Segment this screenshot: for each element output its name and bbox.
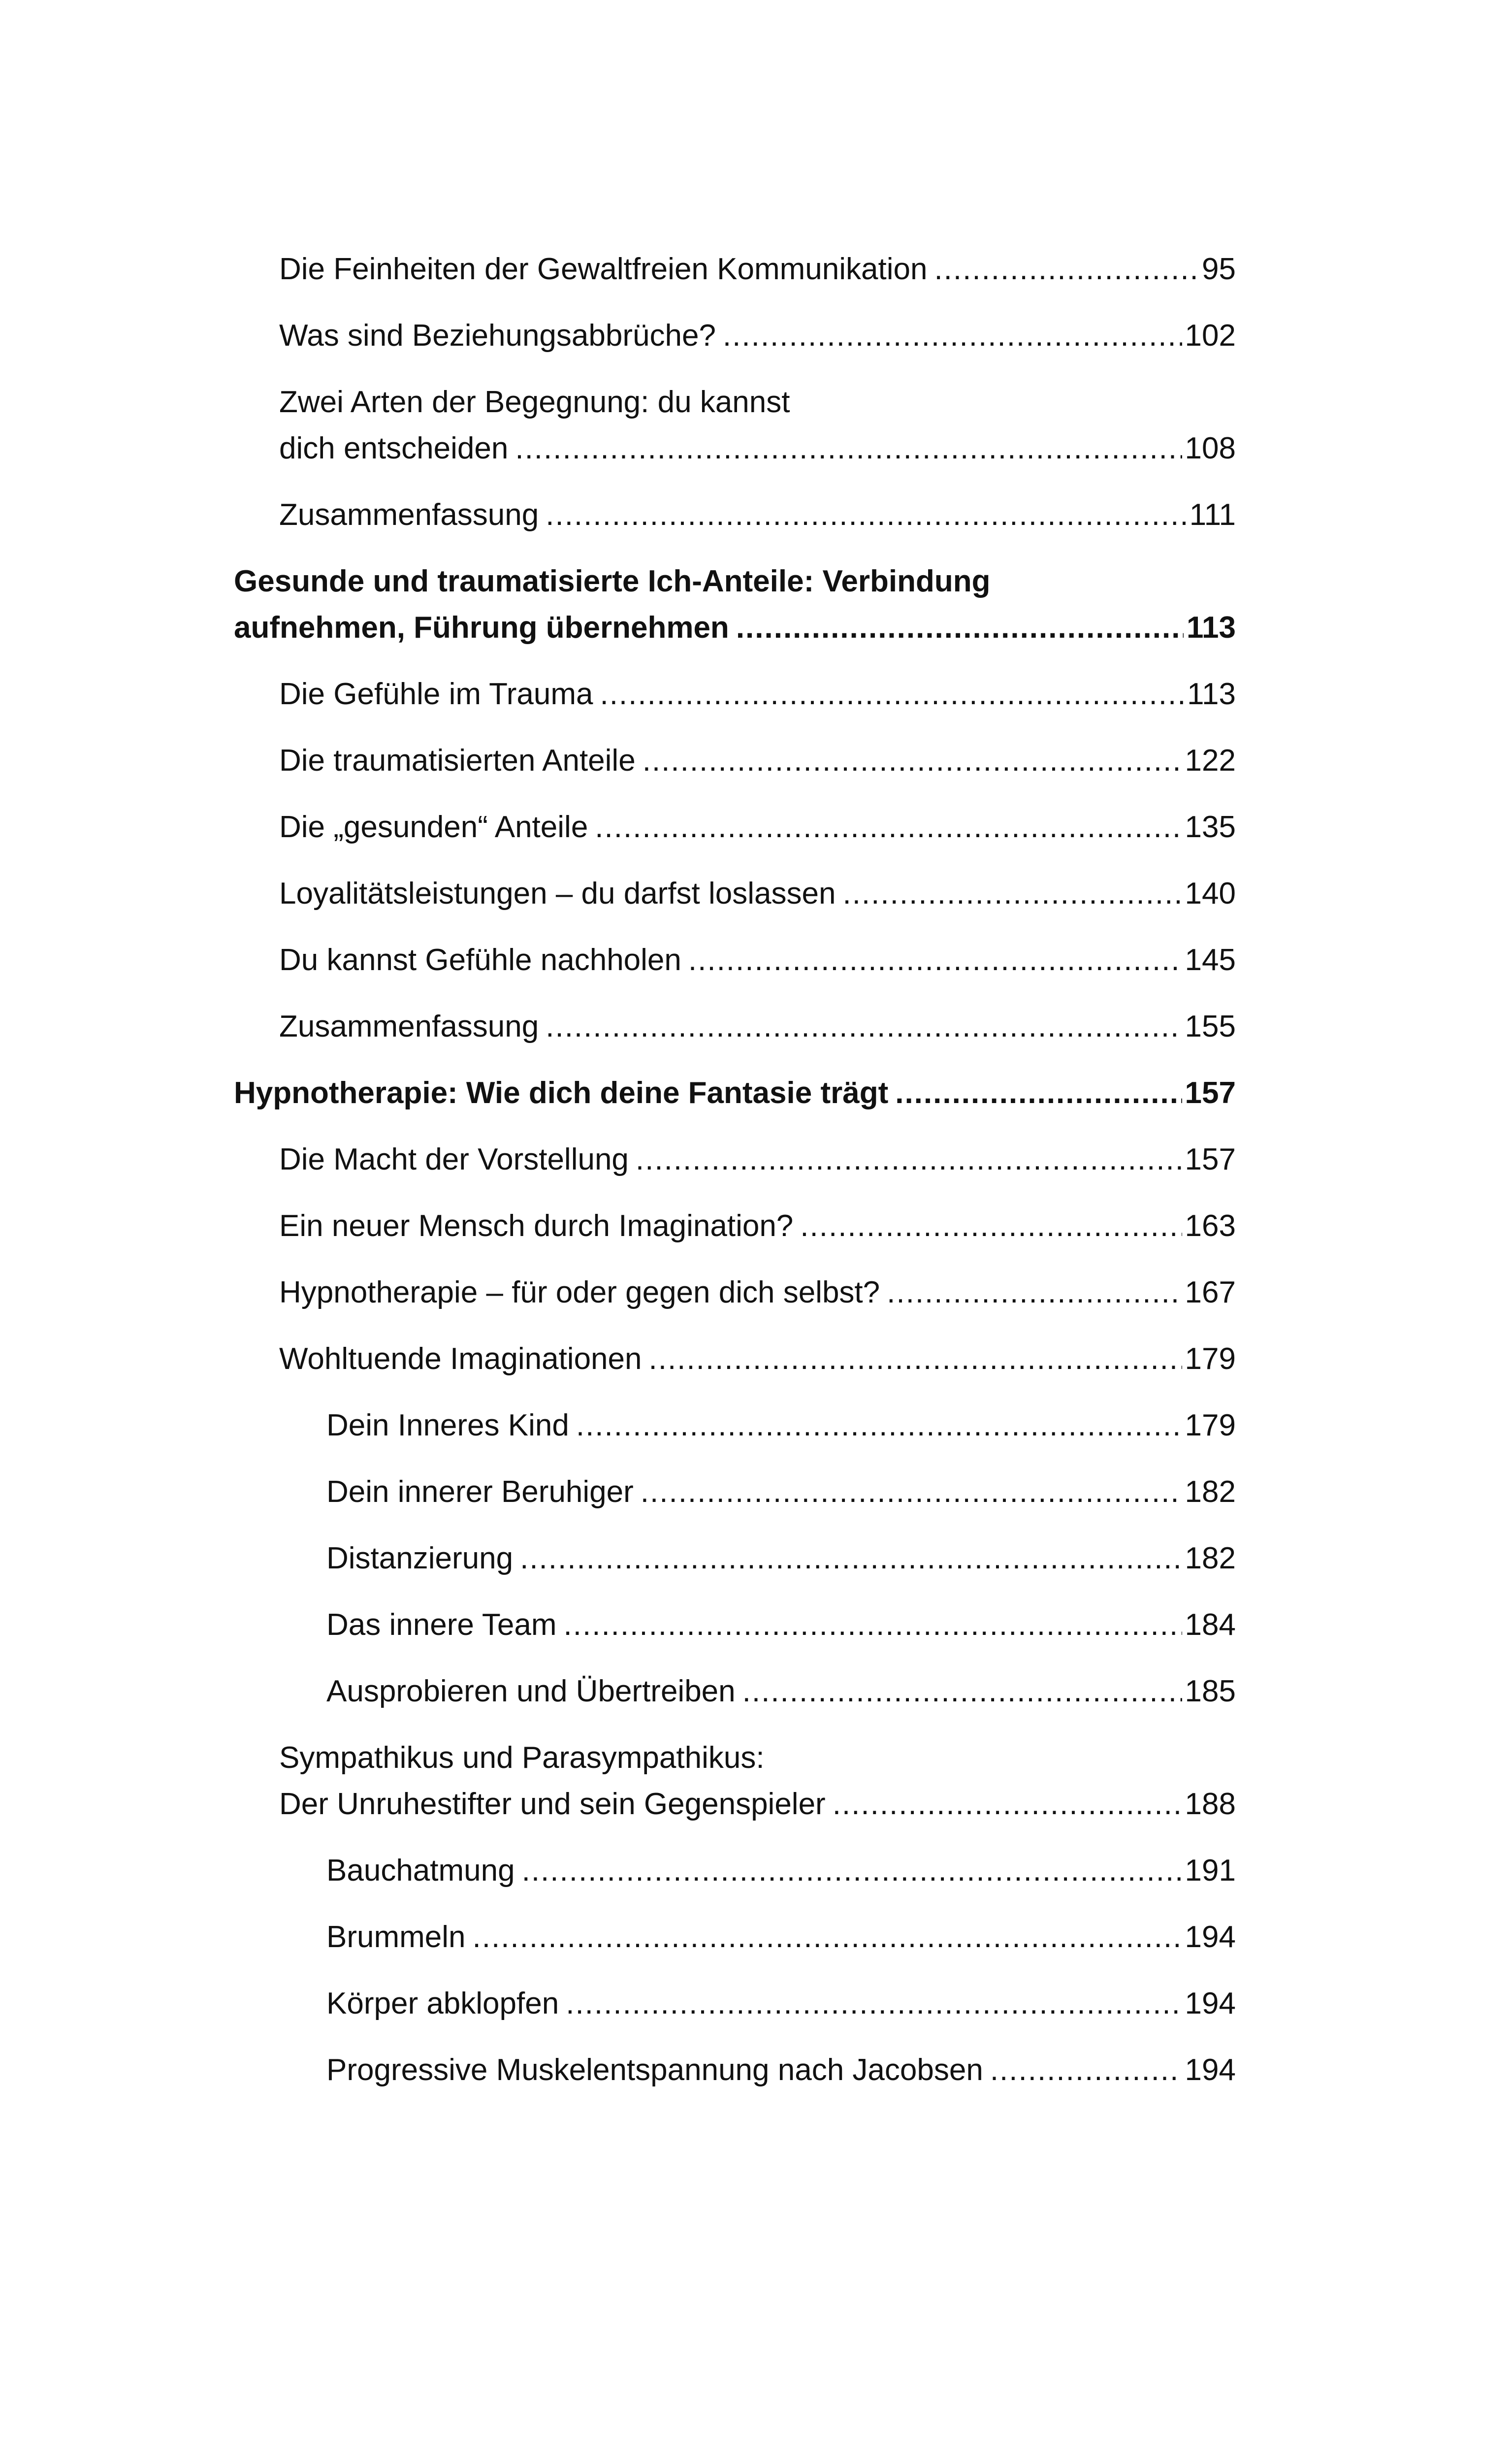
toc-section-entry: [234, 1270, 1236, 1316]
toc-entry-line: [279, 804, 1236, 850]
toc-page-number: 179: [1185, 1342, 1236, 1376]
dot-leader: [473, 1914, 1182, 1960]
toc-page-number: 122: [1185, 744, 1236, 778]
toc-subsection-entry: [234, 1602, 1236, 1648]
toc-entry-title: Was sind Beziehungsabbrüche?: [279, 319, 716, 353]
dot-leader: [546, 1004, 1182, 1050]
toc-entry-line: [326, 1848, 1236, 1894]
toc-entry-title: Der Unruhestifter und sein Gegenspieler: [279, 1787, 826, 1821]
toc-section-entry: [234, 804, 1236, 850]
toc-section-entry: [234, 379, 1236, 472]
toc-page-number: 191: [1185, 1854, 1236, 1888]
toc-entry-title: Die „gesunden“ Anteile: [279, 810, 588, 844]
toc-entry-title: dich entscheiden: [279, 431, 509, 465]
dot-leader: [688, 937, 1182, 983]
toc-entry-title: Ein neuer Mensch durch Imagination?: [279, 1209, 794, 1243]
toc-page-number: 113: [1186, 611, 1236, 645]
toc-entry-title: Die Gefühle im Trauma: [279, 677, 593, 711]
toc-page-number: 111: [1189, 498, 1236, 532]
toc-section-entry: [234, 1735, 1236, 1827]
toc-section-entry: [234, 1203, 1236, 1249]
toc-entry-title: Die Feinheiten der Gewaltfreien Kommunikation: [279, 252, 928, 286]
toc-page-number: 108: [1185, 431, 1236, 465]
toc-chapter-entry: [234, 558, 1236, 651]
toc-entry-line: [326, 1535, 1236, 1582]
toc-entry-title: Brummeln: [326, 1920, 466, 1954]
dot-leader: [723, 313, 1182, 359]
toc-entry-line: [279, 1336, 1236, 1382]
toc-entry-title: Die traumatisierten Anteile: [279, 744, 636, 778]
toc-page-number: 95: [1202, 252, 1236, 286]
toc-entry-line: [326, 1981, 1236, 2027]
toc-page-number: 157: [1185, 1142, 1236, 1176]
toc-entry-title: Bauchatmung: [326, 1854, 515, 1888]
toc-section-entry: [234, 871, 1236, 917]
toc-entry-title: Zusammenfassung: [279, 498, 539, 532]
toc-entry-line: [279, 1004, 1236, 1050]
toc-page-number: 179: [1185, 1408, 1236, 1442]
toc-entry-title: Das innere Team: [326, 1608, 557, 1642]
dot-leader: [643, 738, 1182, 784]
dot-leader: [990, 2047, 1182, 2093]
toc-page-number: 194: [1185, 1987, 1236, 2020]
toc-page-number: 145: [1185, 943, 1236, 977]
toc-page-number: 182: [1185, 1541, 1236, 1575]
toc-page-number: 188: [1185, 1787, 1236, 1821]
toc-entry-title-line: Sympathikus und Parasympathikus:: [279, 1741, 765, 1775]
dot-leader: [636, 1137, 1182, 1183]
toc-entry-line: [279, 671, 1236, 717]
toc-subsection-entry: [234, 1535, 1236, 1582]
dot-leader: [600, 671, 1184, 717]
toc-entry-title: Zusammenfassung: [279, 1010, 539, 1043]
toc-page-number: 102: [1185, 319, 1236, 353]
toc-entry-title: Progressive Muskelentspannung nach Jacobsen: [326, 2053, 983, 2087]
toc-entry-title-line: Zwei Arten der Begegnung: du kannst: [279, 385, 790, 419]
toc-entry-line: [234, 1070, 1236, 1116]
toc-entry-line: [279, 492, 1236, 538]
dot-leader: [833, 1781, 1182, 1827]
toc-page-number: 167: [1185, 1275, 1236, 1309]
toc-entry-line: [326, 1914, 1236, 1960]
toc-subsection-entry: [234, 1914, 1236, 1960]
toc-page-number: 135: [1185, 810, 1236, 844]
toc-page-number: 157: [1185, 1076, 1236, 1110]
dot-leader: [895, 1070, 1182, 1116]
toc-entry-line: [279, 937, 1236, 983]
toc-section-entry: [234, 671, 1236, 717]
toc-entry-line: [326, 1602, 1236, 1648]
dot-leader: [576, 1402, 1182, 1449]
toc-entry-title: Dein Inneres Kind: [326, 1408, 569, 1442]
toc-section-entry: [234, 937, 1236, 983]
toc-subsection-entry: [234, 1402, 1236, 1449]
dot-leader: [934, 246, 1199, 293]
toc-subsection-entry: [234, 1981, 1236, 2027]
toc-entry-title: Du kannst Gefühle nachholen: [279, 943, 681, 977]
toc-page-number: 184: [1185, 1608, 1236, 1642]
toc-subsection-entry: [234, 2047, 1236, 2093]
toc-entry-line: [279, 1781, 1236, 1827]
toc-page-number: 163: [1185, 1209, 1236, 1243]
toc-entry-line: [234, 605, 1236, 651]
dot-leader: [515, 425, 1182, 472]
toc-entry-title: Hypnotherapie – für oder gegen dich selbst?: [279, 1275, 880, 1309]
toc-subsection-entry: [234, 1668, 1236, 1715]
toc-entry-line: [279, 1137, 1236, 1183]
toc-entry-line: [279, 871, 1236, 917]
toc-section-entry: [234, 492, 1236, 538]
toc-entry-line: [279, 1270, 1236, 1316]
dot-leader: [842, 871, 1182, 917]
toc-subsection-entry: [234, 1848, 1236, 1894]
dot-leader: [887, 1270, 1182, 1316]
table-of-contents: [234, 246, 1236, 2114]
toc-subsection-entry: [234, 1469, 1236, 1515]
toc-entry-line: [326, 1668, 1236, 1715]
toc-entry-line: [279, 1203, 1236, 1249]
toc-section-entry: [234, 738, 1236, 784]
toc-section-entry: [234, 1336, 1236, 1382]
toc-page-number: 182: [1185, 1475, 1236, 1509]
toc-entry-title: Die Macht der Vorstellung: [279, 1142, 629, 1176]
toc-entry-title: aufnehmen, Führung übernehmen: [234, 611, 729, 645]
toc-section-entry: [234, 1137, 1236, 1183]
toc-entry-title: Hypnotherapie: Wie dich deine Fantasie trägt: [234, 1076, 889, 1110]
dot-leader: [564, 1602, 1182, 1648]
toc-entry-line: [279, 425, 1236, 472]
dot-leader: [641, 1469, 1182, 1515]
toc-entry-title: Ausprobieren und Übertreiben: [326, 1674, 736, 1708]
toc-page-number: 140: [1185, 877, 1236, 911]
toc-entry-line: [326, 1402, 1236, 1449]
dot-leader: [520, 1535, 1182, 1582]
toc-entry-title-line: Gesunde und traumatisierte Ich-Anteile: Verbindung: [234, 564, 991, 598]
toc-section-entry: [234, 246, 1236, 293]
toc-entry-line: [279, 246, 1236, 293]
dot-leader: [546, 492, 1187, 538]
toc-page-number: 194: [1185, 2053, 1236, 2087]
toc-entry-title: Wohltuende Imaginationen: [279, 1342, 642, 1376]
toc-entry-title: Loyalitätsleistungen – du darfst loslassen: [279, 877, 836, 911]
dot-leader: [736, 605, 1184, 651]
toc-entry-title: Dein innerer Beruhiger: [326, 1475, 634, 1509]
toc-section-entry: [234, 1004, 1236, 1050]
toc-page-number: 155: [1185, 1010, 1236, 1043]
dot-leader: [566, 1981, 1182, 2027]
toc-entry-line: [279, 738, 1236, 784]
dot-leader: [742, 1668, 1182, 1715]
toc-entry-line: [326, 2047, 1236, 2093]
toc-page-number: 194: [1185, 1920, 1236, 1954]
toc-chapter-entry: [234, 1070, 1236, 1116]
dot-leader: [800, 1203, 1182, 1249]
dot-leader: [522, 1848, 1182, 1894]
dot-leader: [649, 1336, 1182, 1382]
toc-section-entry: [234, 313, 1236, 359]
toc-page-number: 185: [1185, 1674, 1236, 1708]
dot-leader: [595, 804, 1182, 850]
toc-entry-title: Körper abklopfen: [326, 1987, 559, 2020]
toc-page-number: 113: [1187, 677, 1236, 711]
toc-entry-line: [326, 1469, 1236, 1515]
toc-entry-title: Distanzierung: [326, 1541, 514, 1575]
toc-entry-line: [279, 313, 1236, 359]
